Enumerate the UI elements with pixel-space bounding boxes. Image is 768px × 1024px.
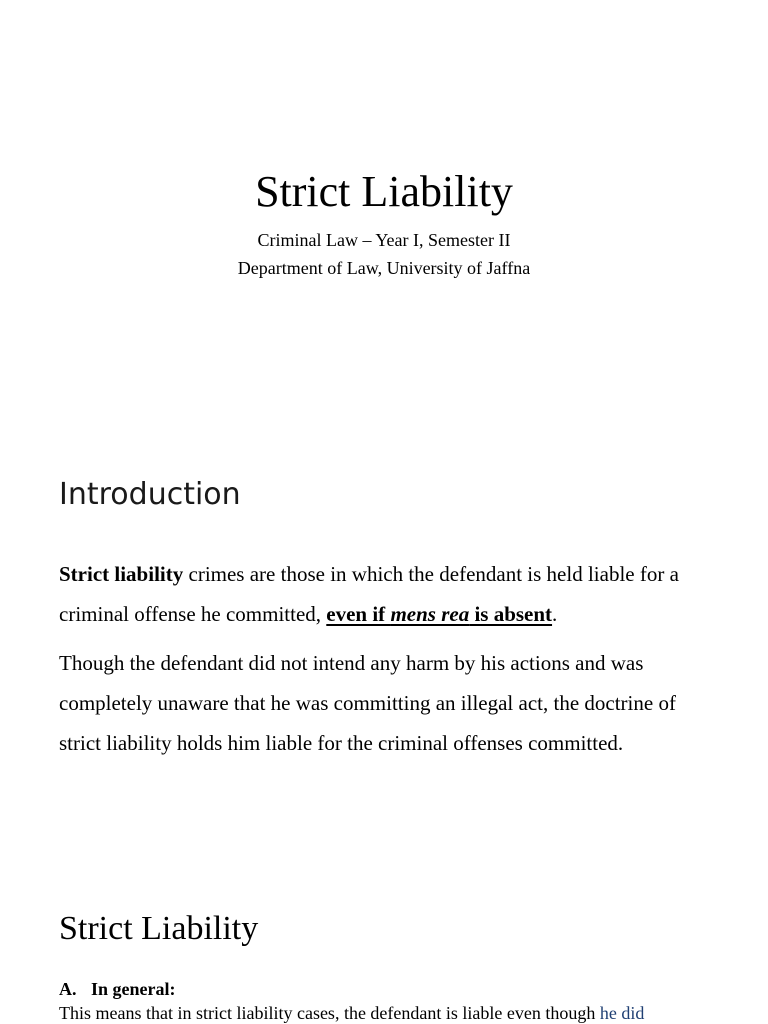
section-heading-strict-liability: Strict Liability xyxy=(59,910,259,947)
subtitle-course: Criminal Law – Year I, Semester II xyxy=(257,230,511,250)
subheading-text: In general: xyxy=(91,979,176,999)
emph-part-a: even if xyxy=(326,602,391,626)
emph-mens-rea: mens rea xyxy=(390,602,470,626)
document-title: Strict Liability xyxy=(255,167,513,216)
emph-part-b: is absent xyxy=(469,602,553,626)
subheading-in-general xyxy=(59,978,176,1000)
intro-paragraph-1 xyxy=(59,554,719,634)
section-paragraph-1 xyxy=(59,1002,719,1024)
emphasis-even-if-mens-rea-absent xyxy=(326,602,552,626)
section-p1-text: This means that in strict liability cases, the defendant is liable even though xyxy=(59,1003,600,1023)
intro-p1-end: . xyxy=(552,602,558,626)
section-p1-link[interactable]: he did xyxy=(599,1003,645,1023)
introduction-heading: Introduction xyxy=(59,477,241,512)
strict-liability-term: Strict liability xyxy=(59,562,184,586)
subheading-marker: A. xyxy=(59,979,77,999)
intro-paragraph-2: Though the defendant did not intend any harm by his actions and was completely unaware that he was committing an illegal act, the doctrine of strict liability holds him liable for the criminal offenses committed. xyxy=(59,651,676,755)
subtitle-department: Department of Law, University of Jaffna xyxy=(237,258,531,278)
intro-p1-text: crimes are those in which the defendant is held liable for a criminal offense he committed, xyxy=(59,562,679,626)
